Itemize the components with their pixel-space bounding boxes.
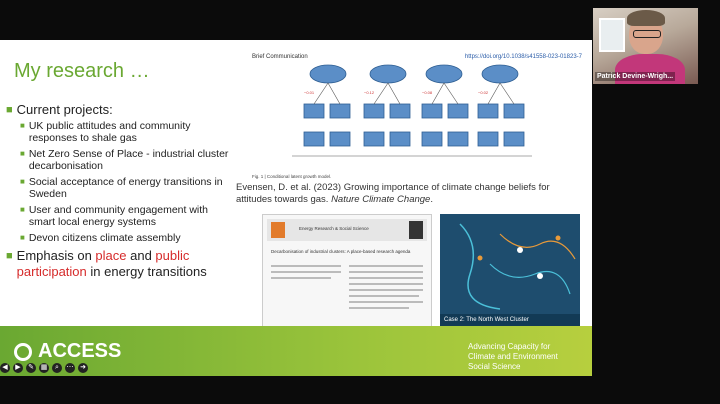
- sub-bullet-icon: ■: [20, 177, 25, 186]
- participant-glasses: [633, 30, 661, 38]
- diagram-box: [422, 104, 442, 118]
- diagram-box: [304, 132, 324, 146]
- diagram-box: [478, 132, 498, 146]
- diagram-box: [330, 104, 350, 118]
- project-item: ■ Social acceptance of energy transitions in Sweden: [20, 176, 223, 200]
- diagram-node: [310, 65, 346, 83]
- node-value: −0.01: [304, 90, 315, 95]
- project-item: ■ Devon citizens climate assembly: [20, 232, 181, 244]
- diagram-box: [448, 132, 468, 146]
- paper-thumbnail: [262, 214, 432, 328]
- diagram-box: [304, 104, 324, 118]
- figure-latent-growth-model: [252, 54, 582, 184]
- bullet-emphasis: ■ Emphasis on place and public participation in energy transitions: [6, 248, 207, 279]
- participant-hair: [627, 10, 665, 26]
- slides-grid-icon[interactable]: ▦: [40, 364, 48, 371]
- participant-video[interactable]: [593, 8, 698, 84]
- cluster-map: [440, 214, 580, 326]
- growth-model-diagram: [252, 60, 582, 168]
- bullet-current-projects: ■ Current projects:: [6, 102, 113, 117]
- pen-icon[interactable]: ✎: [26, 363, 36, 373]
- map-caption: Case 2: The North West Cluster: [440, 314, 580, 326]
- doi-link[interactable]: https://doi.org/10.1038/s41558-023-01823-7: [464, 54, 582, 60]
- diagram-box: [422, 132, 442, 146]
- access-logo-icon: [14, 343, 32, 361]
- slide-title: My research …: [14, 60, 150, 82]
- diagram-box: [390, 104, 410, 118]
- next-slide-icon[interactable]: ▶: [13, 363, 23, 373]
- node-value: −0.12: [364, 90, 375, 95]
- presentation-slide: [0, 40, 592, 376]
- diagram-box: [330, 132, 350, 146]
- more-options-icon[interactable]: ⋯: [66, 364, 74, 371]
- forward-icon[interactable]: ➜: [78, 363, 88, 373]
- node-value: −0.08: [422, 90, 433, 95]
- diagram-node: [370, 65, 406, 83]
- previous-slide-icon[interactable]: ◀: [0, 363, 10, 373]
- diagram-box: [364, 132, 384, 146]
- diagram-box: [478, 104, 498, 118]
- sub-bullet-icon: ■: [20, 205, 25, 214]
- diagram-node: [426, 65, 462, 83]
- journal-title: Energy Research & Social Science: [299, 226, 369, 231]
- map-illustration: [440, 214, 580, 314]
- node-value: −0.02: [478, 90, 489, 95]
- diagram-node: [482, 65, 518, 83]
- bullet-marker-icon: ■: [6, 104, 13, 116]
- participant-name: Patrick Devine-Wrigh...: [597, 73, 674, 80]
- publisher-logo-icon: [271, 222, 285, 238]
- diagram-box: [448, 104, 468, 118]
- project-list: [20, 120, 236, 244]
- bullet-list: [6, 102, 236, 280]
- figure-header: Brief Communication: [252, 54, 308, 60]
- diagram-box: [504, 132, 524, 146]
- diagram-box: [364, 104, 384, 118]
- project-item: ■ User and community engagement with smart local energy systems: [20, 204, 209, 228]
- slide-footer: [0, 326, 592, 376]
- bullet-marker-icon: ■: [6, 250, 13, 262]
- project-item: ■ UK public attitudes and community responses to shale gas: [20, 120, 191, 144]
- sub-bullet-icon: ■: [20, 149, 25, 158]
- citation: Evensen, D. et al. (2023) Growing importance of climate change beliefs for attitudes towards gas. Nature Climate Change.: [236, 182, 550, 205]
- journal-cover-icon: [409, 221, 423, 239]
- paper-title: Decarbonisation of industrial clusters: A place-based research agenda: [271, 249, 411, 254]
- sub-bullet-icon: ■: [20, 121, 25, 130]
- diagram-box: [390, 132, 410, 146]
- window-background: [599, 18, 625, 52]
- project-item: ■ Net Zero Sense of Place - industrial cluster decarbonisation: [20, 148, 229, 172]
- brand-name: ACCESS: [38, 340, 122, 362]
- zoom-icon[interactable]: ⌕: [52, 363, 62, 373]
- brand-tagline: Advancing Capacity for Climate and Environment Social Science: [468, 342, 558, 371]
- figure-caption: Fig. 1 | Conditional latent growth model.: [252, 174, 332, 179]
- sub-bullet-icon: ■: [20, 233, 25, 242]
- diagram-box: [504, 104, 524, 118]
- slideshow-controls: [0, 363, 88, 375]
